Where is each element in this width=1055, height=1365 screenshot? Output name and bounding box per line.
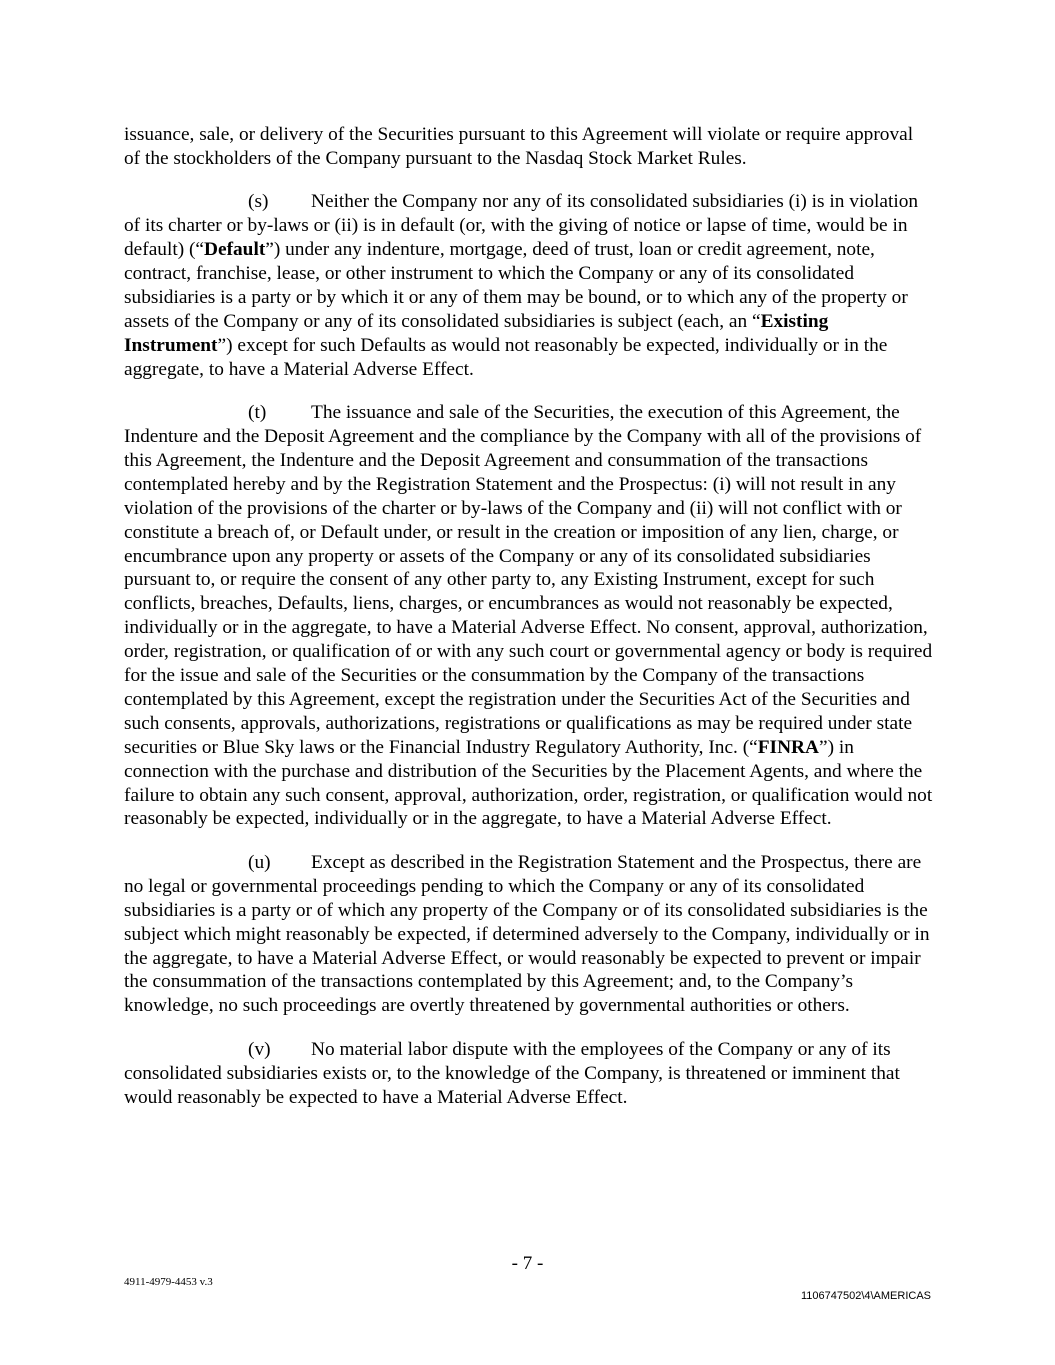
document-id-left: 4911-4979-4453 v.3 [124, 1276, 213, 1288]
paragraph-s-text-1: Neither the Company nor any of its consolidated subsidiaries (i) is in violation of its charter or by-laws or (ii) is in default (or, with the giving of notice or lapse of time, would be in default) (“ [124, 191, 919, 261]
paragraph-v [124, 1038, 934, 1110]
paragraph-t-text-2: ”) in connection with the purchase and distribution of the Securities by the Placement Agents, and where the failure to obtain any such consent, approval, authorization, order, registration, or qualification would not reasonably be expected, individually or in the aggregate, to have a Material Adverse Effect. [124, 736, 933, 830]
paragraph-intro-text: issuance, sale, or delivery of the Securities pursuant to this Agreement will violate or require approval of the stockholders of the Company pursuant to the Nasdaq Stock Market Rules. [124, 124, 914, 169]
defined-term-existing-instrument: Existing Instrument [124, 310, 829, 356]
paragraph-u-text: Except as described in the Registration Statement and the Prospectus, there are no legal or governmental proceedings pending to which the Company or any of its consolidated subsidiaries is a party or of which any property of the Company or of its consolidated subsidiaries is the subject which might reasonably be expected, if determined adversely to the Company, individually or in the aggregate, to have a Material Adverse Effect, or would reasonably be expected to prevent or impair the consummation of the transactions contemplated by this Agreement; and, to the Company’s knowledge, no such proceedings are overtly threatened by governmental authorities or others. [124, 851, 930, 1017]
paragraph-v-label: (v) [248, 1038, 271, 1060]
document-id-right: 1106747502\4\AMERICAS [800, 1290, 931, 1302]
paragraph-s [124, 190, 934, 381]
paragraph-s-label: (s) [248, 191, 269, 213]
paragraph-t-label: (t) [248, 402, 267, 424]
paragraph-v-text: No material labor dispute with the employees of the Company or any of its consolidated subsidiaries exists or, to the knowledge of the Company, is threatened or imminent that would reasonably be expected to have a Material Adverse Effect. [124, 1038, 900, 1108]
document-body [124, 123, 934, 1129]
defined-term-finra: FINRA [757, 736, 819, 758]
paragraph-s-text-3: ”) except for such Defaults as would not reasonably be expected, individually or in the aggregate, to have a Material Adverse Effect. [124, 334, 888, 380]
page-number: - 7 - [511, 1253, 544, 1274]
paragraph-u [124, 851, 934, 1018]
paragraph-t-text-1: The issuance and sale of the Securities, the execution of this Agreement, the Indenture and the Deposit Agreement and the compliance by the Company with all of the provisions of this Agreement, the Indenture and the Deposit Agreement and consummation of the transactions contemplated hereby and by the Registration Statement and the Prospectus: (i) will not result in any violation of the provisions of the charter or by-laws of the Company and (ii) will not conflict with or constitute a breach of, or Default under, or result in the creation or imposition of any lien, charge, or encumbrance upon any property or assets of the Company or any of its consolidated subsidiaries pursuant to, or require the consent of any other party to, any Existing Instrument, except for such conflicts, breaches, Defaults, liens, charges, or encumbrances as would not reasonably be expected, individually or in the aggregate, to have a Material Adverse Effect. No consent, approval, authorization, order, registration, or qualification of or with any such court or governmental agency or body is required for the issue and sale of the Securities or the consummation by the Company of the transactions contemplated by this Agreement, except the registration under the Securities Act of the Securities and such consents, approvals, authorizations, registrations or qualifications as may be required under state securities or Blue Sky laws or the Financial Industry Regulatory Authority, Inc. (“ [124, 402, 933, 758]
paragraph-intro [124, 123, 934, 171]
defined-term-default: Default [204, 239, 266, 261]
paragraph-s-text-2: ”) under any indenture, mortgage, deed of trust, loan or credit agreement, note, contract, franchise, lease, or other instrument to which the Company or any of its consolidated subsidiaries is a party or by which it or any of them may be bound, or to which any of the property or assets of the Company or any of its consolidated subsidiaries is subject (each, an “ [124, 239, 908, 332]
paragraph-u-label: (u) [248, 851, 271, 873]
paragraph-t [124, 401, 934, 831]
